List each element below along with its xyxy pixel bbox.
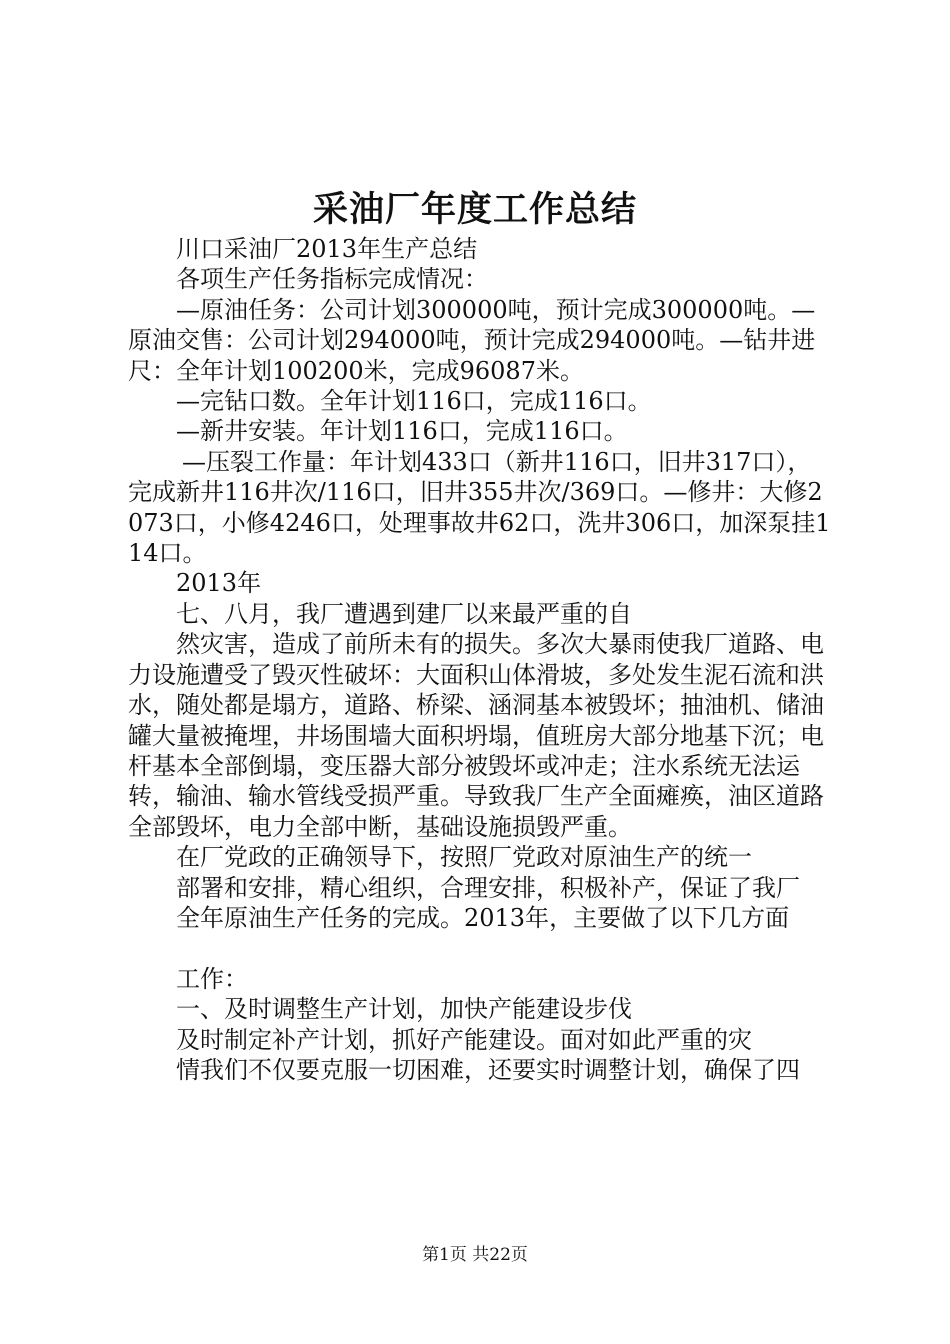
paragraph: 然灾害，造成了前所未有的损失。多次大暴雨使我厂道路、电力设施遭受了毁灭性破坏：大面积山体滑坡，多处发生泥石流和洪水，随处都是塌方，道路、桥梁、涵洞基本被毁坏；抽油机、储油罐大量被掩埋，井场围墙大面积坍塌，值班房大部分地基下沉；电杆基本全部倒塌，变压器大部分被毁坏或冲走；注水系统无法运转，输油、输水管线受损严重。导致我厂生产全面瘫痪，油区道路全部毁坏，电力全部中断，基础设施损毁严重。	[128, 630, 824, 841]
document-body	[128, 234, 833, 1085]
paragraph: 川口采油厂2013年生产总结	[176, 235, 478, 263]
paragraph: —新井安装。年计划116口，完成116口。	[176, 417, 628, 446]
paragraph: 全年原油生产任务的完成。2013年，主要做了以下几方面	[176, 903, 790, 932]
section-heading: 一、及时调整生产计划，加快产能建设步伐	[176, 995, 632, 1024]
paragraph: 部署和安排，精心组织，合理安排，积极补产，保证了我厂	[176, 873, 800, 902]
blank-line	[128, 933, 833, 963]
paragraph: 工作：	[176, 964, 248, 993]
document-title: 采油厂年度工作总结	[312, 189, 637, 230]
paragraph: —完钻口数。全年计划116口，完成116口。	[176, 387, 652, 416]
paragraph: 七、八月，我厂遭遇到建厂以来最严重的自	[176, 599, 632, 628]
paragraph: —原油任务：公司计划300000吨，预计完成300000吨。—原油交售：公司计划294000吨，预计完成294000吨。—钻井进尺：全年计划100200米，完成96087米。	[128, 295, 816, 385]
paragraph: 情我们不仅要克服一切困难，还要实时调整计划，确保了四	[176, 1055, 800, 1084]
page-number-footer: 第1页 共22页	[422, 1245, 528, 1265]
paragraph: 各项生产任务指标完成情况：	[176, 265, 488, 294]
paragraph: 在厂党政的正确领导下，按照厂党政对原油生产的统一	[176, 843, 752, 872]
paragraph: —压裂工作量：年计划433口（新井116口，旧井317口），完成新井116井次/116口，旧井355井次/369口。—修井：大修2073口，小修4246口，处理事故井62口，洗井306口，加深泵挂114口。	[128, 447, 831, 568]
paragraph: 及时制定补产计划，抓好产能建设。面对如此严重的灾	[176, 1025, 752, 1054]
paragraph: 2013年	[176, 569, 262, 598]
